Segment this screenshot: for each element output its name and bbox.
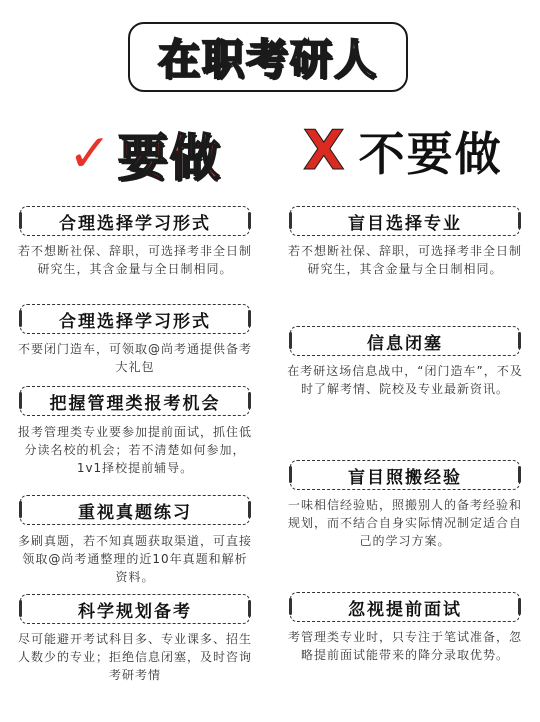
dont-item-heading: 盲目照搬经验 [290, 460, 520, 490]
do-item-text: 尽可能避开考试科目多、专业课多、招生人数少的专业；拒绝信息闭塞，及时咨询考研考情 [17, 632, 252, 682]
dont-header-label: 不要做 [358, 127, 503, 181]
dont-item-heading: 信息闭塞 [290, 326, 520, 356]
dont-item-text: 考管理类专业时，只专注于笔试准备，忽略提前面试能带来的降分录取优势。 [287, 630, 522, 662]
do-item-text: 若不想断社保、辞职，可选择考非全日制研究生，其含金量与全日制相同。 [17, 244, 252, 276]
do-item-text: 多刷真题，若不知真题获取渠道，可直接领取@尚考通整理的近10年真题和解析资料。 [17, 534, 252, 584]
do-header-label: 要做 [117, 129, 222, 187]
do-item-heading: 合理选择学习形式 [20, 304, 250, 334]
do-item-text: 报考管理类专业要参加提前面试，抓住低分读名校的机会；若不清楚如何参加，1v1择校提前辅导。 [17, 425, 252, 475]
dont-header [303, 118, 503, 184]
do-item-heading: 合理选择学习形式 [20, 206, 250, 236]
dont-item-text: 一味相信经验贴，照搬别人的备考经验和规划，而不结合自身实际情况制定适合自己的学习方案。 [287, 498, 522, 548]
cross-icon: X [303, 119, 345, 182]
dont-item-heading: 忽视提前面试 [290, 592, 520, 622]
title-banner [128, 22, 408, 92]
do-item-heading: 把握管理类报考机会 [20, 386, 250, 416]
do-item-heading: 科学规划备考 [20, 594, 250, 624]
dont-item-text: 在考研这场信息战中，“闭门造车”，不及时了解考情、院校及专业最新资讯。 [287, 364, 523, 396]
do-item-heading: 重视真题练习 [20, 495, 250, 525]
dont-item-heading: 盲目选择专业 [290, 206, 520, 236]
dont-item-text: 若不想断社保、辞职，可选择考非全日制研究生，其含金量与全日制相同。 [287, 244, 522, 276]
page-title: 在职考研人 [157, 35, 378, 84]
checkmark-icon: ✓ [68, 124, 112, 184]
do-header [68, 118, 222, 190]
do-item-text: 不要闭门造车，可领取@尚考通提供备考大礼包 [17, 342, 252, 374]
